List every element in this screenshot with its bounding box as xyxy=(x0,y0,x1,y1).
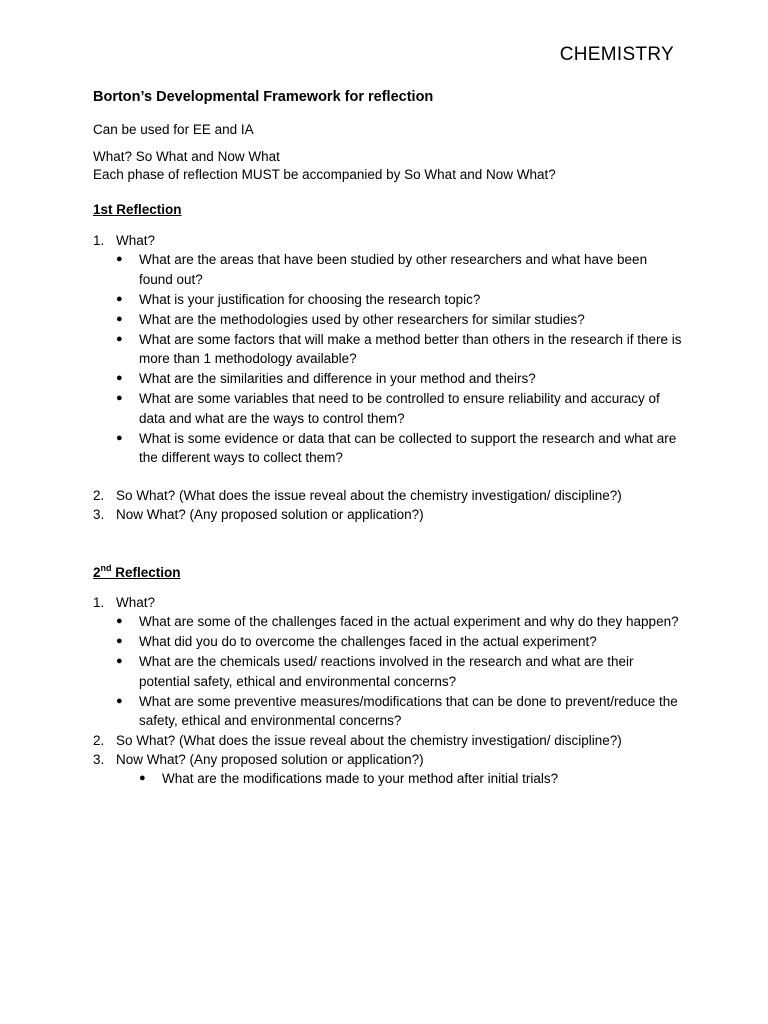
list-item xyxy=(93,330,683,369)
heading-superscript: nd xyxy=(100,563,112,573)
bullet-text: What are the modifications made to your method after initial trials? xyxy=(162,771,559,786)
list-label: Now What? (Any proposed solution or application?) xyxy=(116,507,424,522)
bullet-text: What are the similarities and difference in your method and theirs? xyxy=(139,371,536,386)
bullet-text: What did you do to overcome the challenges faced in the actual experiment? xyxy=(139,634,597,649)
list-number: 2. xyxy=(93,733,105,748)
list-item xyxy=(93,250,683,289)
list-item xyxy=(93,692,683,731)
list-label: Now What? (Any proposed solution or application?) xyxy=(116,752,424,767)
bullet-text: What are some factors that will make a method better than others in the research if there is more than 1 methodology available? xyxy=(139,331,682,366)
list-item xyxy=(93,290,683,310)
list-item xyxy=(93,310,683,330)
subject-header: CHEMISTRY xyxy=(559,44,674,65)
reflection2-list xyxy=(93,593,683,789)
reflection1-list-cont xyxy=(93,486,683,524)
list-item xyxy=(93,369,683,389)
bullet-icon: ● xyxy=(116,372,123,384)
reflection1-item-so-what xyxy=(93,486,683,505)
list-item xyxy=(93,612,683,632)
heading-number: 2 xyxy=(93,565,101,580)
list-number: 1. xyxy=(93,233,105,248)
bullet-text: What are some of the challenges faced in the actual experiment and why do they happen? xyxy=(139,614,679,629)
reflection2-now-what-bullets xyxy=(93,769,683,789)
list-number: 1. xyxy=(93,595,105,610)
list-item xyxy=(93,429,683,468)
document-title: Borton’s Developmental Framework for reflection xyxy=(93,89,434,105)
reflection2-what-bullets xyxy=(93,612,683,731)
reflection2-heading xyxy=(93,563,181,580)
bullet-text: What are some preventive measures/modifications that can be done to prevent/reduce the safety, ethical and environmental concerns? xyxy=(139,693,678,728)
list-item xyxy=(93,652,683,691)
reflection2-item-what xyxy=(93,593,683,612)
list-item xyxy=(93,632,683,652)
list-label: What? xyxy=(116,233,156,248)
bullet-icon: ● xyxy=(139,772,146,784)
bullet-icon: ● xyxy=(116,655,123,667)
list-label: So What? (What does the issue reveal about the chemistry investigation/ discipline?) xyxy=(116,733,622,748)
list-item xyxy=(93,389,683,428)
bullet-icon: ● xyxy=(116,292,123,305)
bullet-icon: ● xyxy=(116,312,123,325)
bullet-text: What is some evidence or data that can be collected to support the research and what are the different ways to collect them? xyxy=(139,430,677,465)
list-label: What? xyxy=(116,595,156,610)
list-item xyxy=(93,769,683,789)
heading-text: Reflection xyxy=(111,565,181,580)
reflection1-heading: 1st Reflection xyxy=(93,202,182,217)
reflection2-item-so-what xyxy=(93,731,683,750)
reflection1-list xyxy=(93,231,683,468)
bullet-text: What are the chemicals used/ reactions involved in the research and what are their potential safety, ethical and environmental concerns? xyxy=(139,654,634,689)
list-number: 2. xyxy=(93,488,105,503)
bullet-icon: ● xyxy=(116,392,123,404)
list-label: So What? (What does the issue reveal about the chemistry investigation/ discipline?) xyxy=(116,488,622,503)
bullet-icon: ● xyxy=(116,332,123,345)
bullet-icon: ● xyxy=(116,431,123,444)
list-number: 3. xyxy=(93,752,105,767)
bullet-text: What are the areas that have been studied by other researchers and what have been found out? xyxy=(139,252,648,287)
bullet-icon: ● xyxy=(116,635,123,647)
usage-line: Can be used for EE and IA xyxy=(93,122,254,137)
reflection1-item-what xyxy=(93,231,683,250)
requirement-line: Each phase of reflection MUST be accompanied by So What and Now What? xyxy=(93,167,556,182)
bullet-icon: ● xyxy=(116,253,123,265)
bullet-icon: ● xyxy=(116,615,123,627)
bullet-text: What is your justification for choosing the research topic? xyxy=(139,291,481,307)
phases-line: What? So What and Now What xyxy=(93,149,280,164)
reflection1-what-bullets xyxy=(93,250,683,468)
bullet-text: What are the methodologies used by other researchers for similar studies? xyxy=(139,311,585,327)
reflection2-item-now-what xyxy=(93,750,683,769)
reflection1-item-now-what xyxy=(93,505,683,524)
bullet-text: What are some variables that need to be controlled to ensure reliability and accuracy of data and what are the ways to control them? xyxy=(139,391,660,426)
list-number: 3. xyxy=(93,507,105,522)
bullet-icon: ● xyxy=(116,694,123,707)
